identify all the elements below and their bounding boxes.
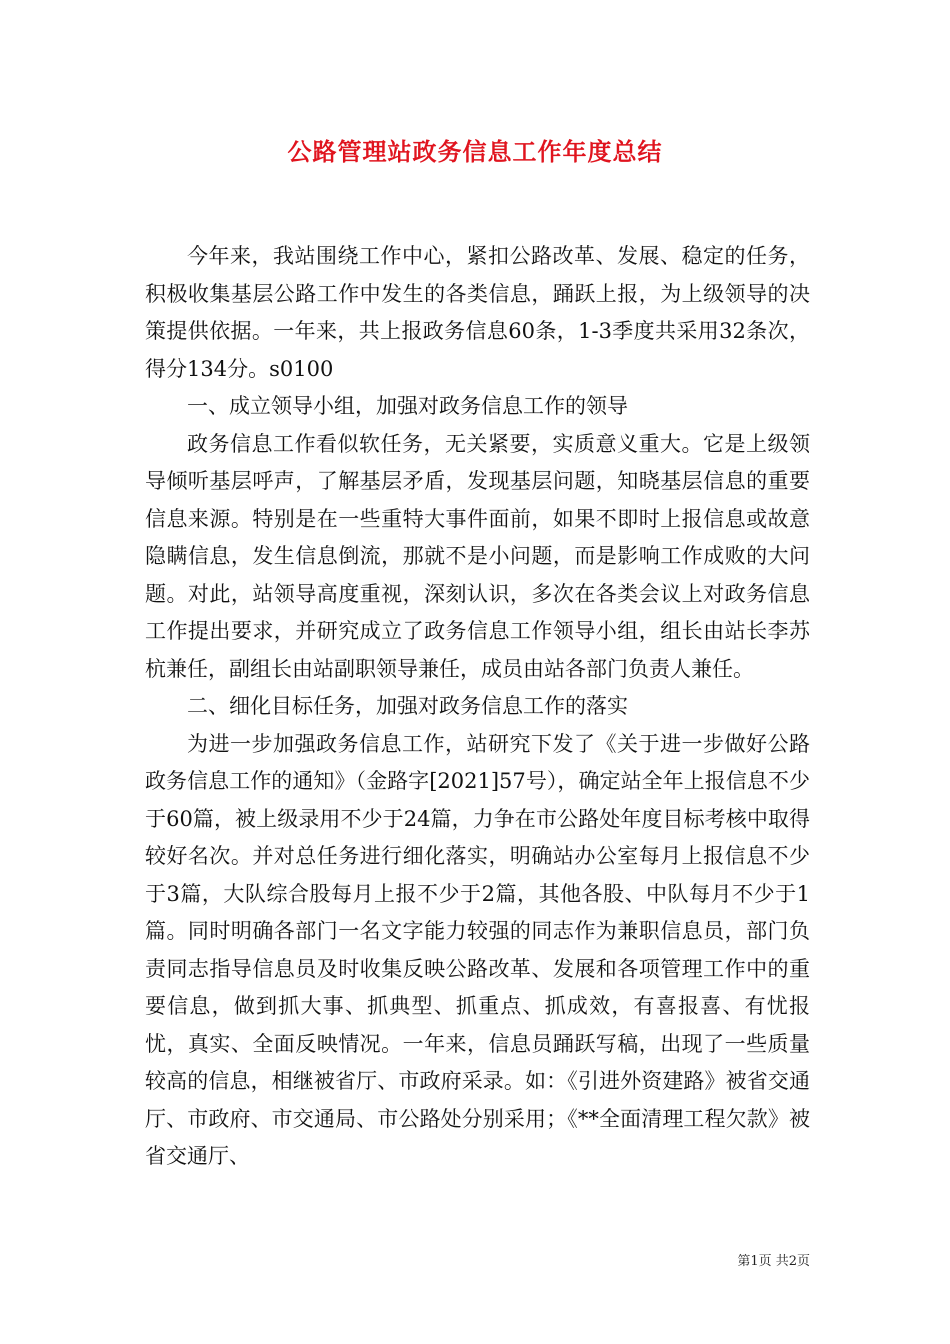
paragraph-intro: 今年来，我站围绕工作中心，紧扣公路改革、发展、稳定的任务，积极收集基层公路工作中发生的各类信息，踊跃上报，为上级领导的决策提供依据。一年来，共上报政务信息60条，1-3季度共采用32条次，得分134分。s0100: [145, 244, 810, 381]
page-number-footer: 第1页 共2页: [737, 1254, 810, 1269]
paragraph-section-2: 为进一步加强政务信息工作，站研究下发了《关于进一步做好公路政务信息工作的通知》（金路字[2021]57号），确定站全年上报信息不少于60篇，被上级录用不少于24篇，力争在市公路处年度目标考核中取得较好名次。并对总任务进行细化落实，明确站办公室每月上报信息不少于3篇，大队综合股每月上报不少于2篇，其他各股、中队每月不少于1篇。同时明确各部门一名文字能力较强的同志作为兼职信息员，部门负责同志指导信息员及时收集反映公路改革、发展和各项管理工作中的重要信息，做到抓大事、抓典型、抓重点、抓成效，有喜报喜、有忧报忧，真实、全面反映情况。一年来，信息员踊跃写稿，出现了一些质量较高的信息，相继被省厅、市政府采录。如：《引进外资建路》被省交通厅、市政府、市交通局、市公路处分别采用；《**全面清理工程欠款》被省交通厅、: [145, 731, 810, 1168]
document-body: [145, 238, 810, 1176]
paragraph-section-1: 政务信息工作看似软任务，无关紧要，实质意义重大。它是上级领导倾听基层呼声，了解基层矛盾，发现基层问题，知晓基层信息的重要信息来源。特别是在一些重特大事件面前，如果不即时上报信息或故意隐瞒信息，发生信息倒流，那就不是小问题，而是影响工作成败的大问题。对此，站领导高度重视，深刻认识，多次在各类会议上对政务信息工作提出要求，并研究成立了政务信息工作领导小组，组长由站长李苏杭兼任，副组长由站副职领导兼任，成员由站各部门负责人兼任。: [145, 431, 810, 681]
document-title: 公路管理站政务信息工作年度总结: [287, 138, 663, 166]
section-heading-1: 一、成立领导小组，加强对政务信息工作的领导: [187, 394, 628, 418]
section-heading-2: 二、细化目标任务，加强对政务信息工作的落实: [187, 694, 628, 718]
